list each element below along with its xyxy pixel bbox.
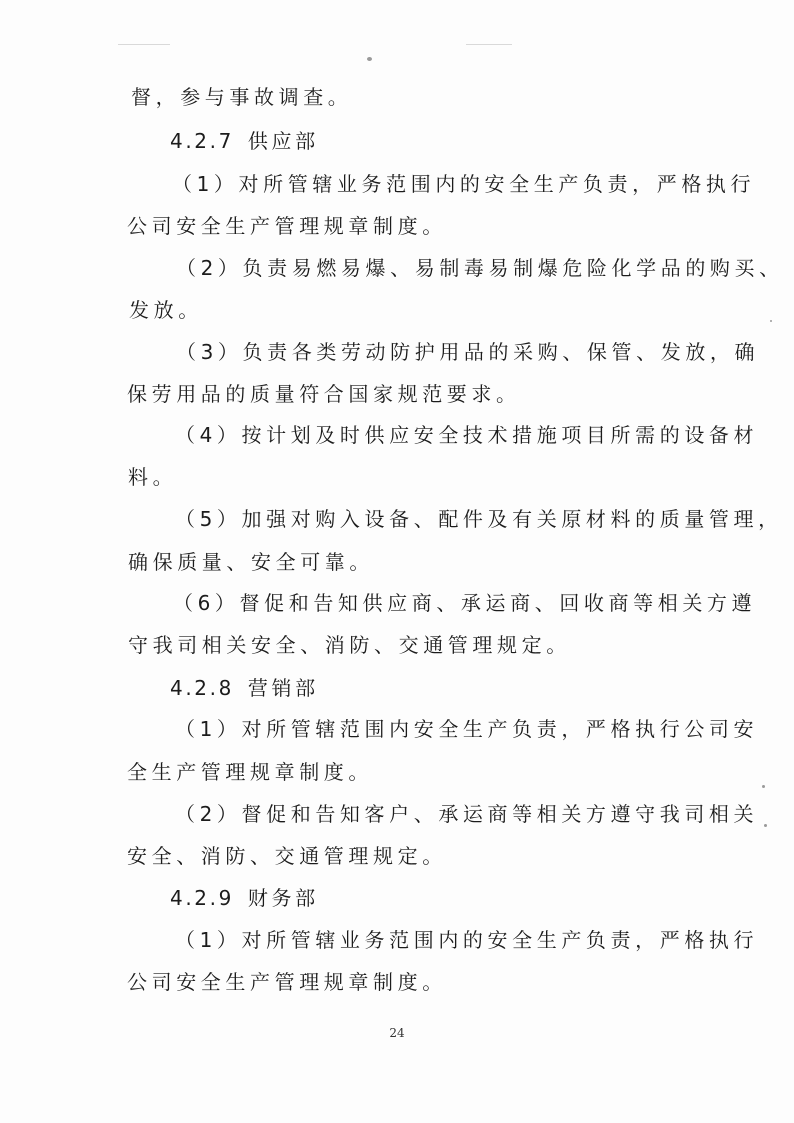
section-title: 财务部 <box>247 886 319 910</box>
section-number: 4.2.7 <box>170 129 234 153</box>
body-line: 全生产管理规章制度。 <box>127 760 373 784</box>
body-line: （2）督促和告知客户、承运商等相关方遵守我司相关 <box>175 802 759 826</box>
page-number: 24 <box>389 1026 405 1040</box>
body-line: 发放。 <box>129 298 203 322</box>
scan-speck <box>762 785 765 788</box>
scan-speck <box>367 57 372 61</box>
body-line: （1）对所管辖业务范围内的安全生产负责，严格执行 <box>172 172 756 196</box>
body-line: 公司安全生产管理规章制度。 <box>127 214 447 238</box>
body-line: 确保质量、安全可靠。 <box>128 550 374 574</box>
section-heading-4-2-8 <box>170 675 319 701</box>
body-line: （2）负责易燃易爆、易制毒易制爆危险化学品的购买、 <box>176 256 784 280</box>
body-line: （6）督促和告知供应商、承运商、回收商等相关方遵 <box>173 591 757 615</box>
body-line: （1）对所管辖业务范围内的安全生产负责，严格执行 <box>175 928 759 952</box>
body-line: （5）加强对购入设备、配件及有关原材料的质量管理， <box>175 507 783 531</box>
scan-speck <box>764 824 767 827</box>
section-number: 4.2.9 <box>170 886 234 910</box>
scan-artifact-right <box>466 44 512 45</box>
body-line: 安全、消防、交通管理规定。 <box>127 844 447 868</box>
scan-speck <box>770 320 772 322</box>
section-heading-4-2-9 <box>170 885 319 911</box>
body-line: （4）按计划及时供应安全技术措施项目所需的设备材 <box>175 423 759 447</box>
section-title: 营销部 <box>247 676 319 700</box>
body-line: 料。 <box>128 465 178 489</box>
body-line: 督，参与事故调查。 <box>131 85 353 109</box>
scan-artifact-left <box>118 44 170 45</box>
body-line: （1）对所管辖范围内安全生产负责，严格执行公司安 <box>175 717 759 741</box>
body-line: 公司安全生产管理规章制度。 <box>127 970 447 994</box>
section-title: 供应部 <box>247 129 319 153</box>
body-line: 守我司相关安全、消防、交通管理规定。 <box>128 633 571 657</box>
section-number: 4.2.8 <box>170 676 234 700</box>
body-line: 保劳用品的质量符合国家规范要求。 <box>127 382 521 406</box>
body-line: （3）负责各类劳动防护用品的采购、保管、发放，确 <box>176 340 760 364</box>
section-heading-4-2-7 <box>170 128 319 154</box>
